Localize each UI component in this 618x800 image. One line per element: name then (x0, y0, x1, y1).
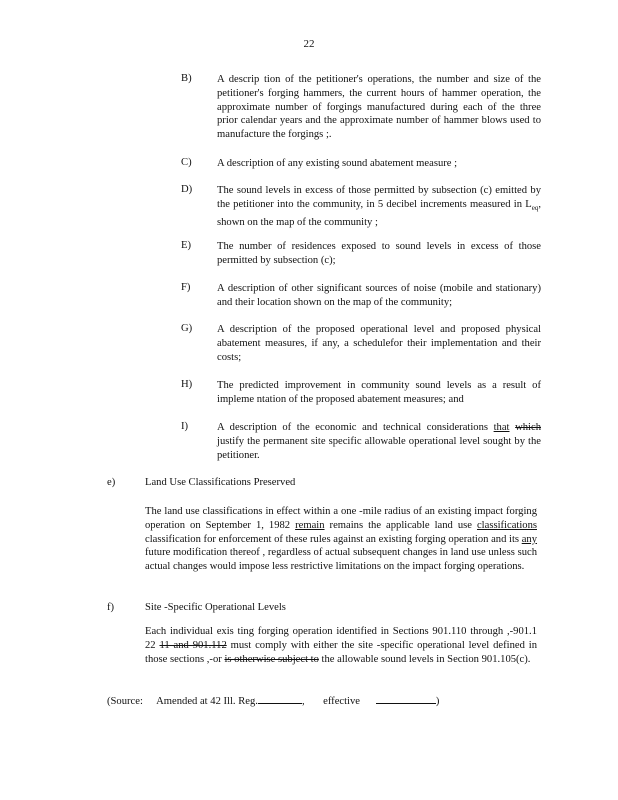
item-text: The sound levels in excess of those permitted by subsection (c) emitted by the petitioner into the community, in 5 decibel increments measured in $L_{eq}$, shown on the map of the community ; (217, 185, 541, 228)
section-e-label: e) (107, 477, 116, 488)
item-label: G) (181, 323, 193, 334)
item-label: F) (181, 282, 191, 293)
item-text: The number of residences exposed to sound levels in excess of those permitted by subsection (c); (217, 241, 541, 266)
item-label: I) (181, 421, 189, 432)
item-text: A description of the proposed operational level and proposed physical abatement measures, if any, a schedulefor their implementation and their costs; (217, 324, 541, 363)
item-label: H) (181, 379, 193, 390)
item-text: The predicted improvement in community sound levels as a result of impleme ntation of the proposed abatement measures; and (217, 380, 541, 405)
item-text: A descrip tion of the petitioner's operations, the number and size of the petitioner's forging hammers, the current hours of hammer operation, the approximate number of forgings manufactured during each of the three prior calendar years and the approximate number of hammer blows used to manufacture the forgings ;. (217, 74, 541, 141)
page-number: 22 (303, 38, 315, 50)
register-blank (258, 694, 302, 704)
item-label: D) (181, 184, 193, 195)
effective-date-blank (376, 694, 436, 704)
item-text: A description of the economic and technical considerations that which justify the permanent site specific allowable operational level sought by the petitioner. (217, 422, 541, 461)
item-text: A description of other significant sources of noise (mobile and stationary) and their location shown on the map of the community; (217, 283, 541, 308)
item-label: B) (181, 73, 192, 84)
source-note: (Source: Amended at 42 Ill. Reg. , effective ) (107, 696, 440, 707)
section-e-paragraph: The land use classifications in effect within a one -mile radius of an existing impact forging operation on September 1, 1982 remain remains the applicable land use classifications classification for enforcement of these rules against an existing forging operation and its any future modification thereof , regardless of actual subsequent changes in land use unless such actual changes would impose less restrictive limitations on the impact forging operations. (145, 506, 537, 573)
section-e-heading: Land Use Classifications Preserved (145, 477, 296, 488)
section-f-label: f) (107, 602, 115, 613)
section-f-paragraph: Each individual exis ting forging operation identified in Sections 901.110 through ,-901.1 22 11 and 901.112 must comply with either the site -specific operational level defined in those sections ,-or is otherwise subject to the allowable sound levels in Section 901.105(c). (145, 626, 537, 665)
item-label: C) (181, 157, 192, 168)
section-f-heading: Site -Specific Operational Levels (145, 602, 286, 613)
item-label: E) (181, 240, 191, 251)
item-text: A description of any existing sound abatement measure ; (217, 158, 458, 169)
